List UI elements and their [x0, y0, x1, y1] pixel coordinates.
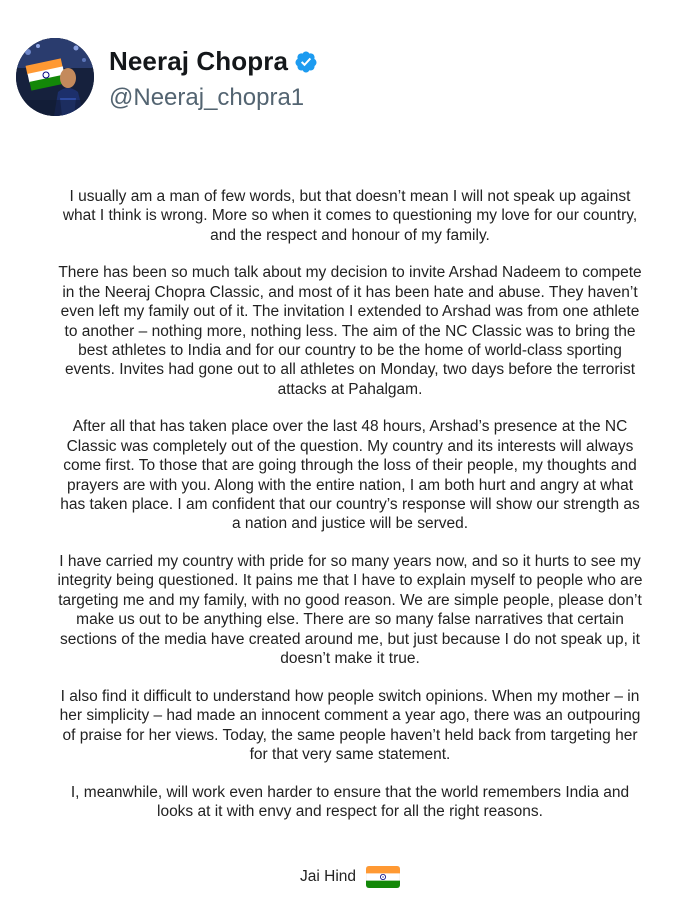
signoff-text: Jai Hind: [300, 868, 356, 885]
statement-body: [56, 187, 644, 840]
statement-paragraph-3: After all that has taken place over the last 48 hours, Arshad’s presence at the NC Classic was completely out of the question. My country and its interests will always come first. To those that are going through the loss of their people, my thoughts and prayers are with you. Along with the entire nation, I am both hurt and angry at what has taken place. I am confident that our country’s response will show our strength as a nation and justice will be served.: [60, 418, 640, 533]
tweet-header: [16, 38, 676, 118]
statement-paragraph-2: There has been so much talk about my decision to invite Arshad Nadeem to compete in the Neeraj Chopra Classic, and most of it has been hate and abuse. They haven’t even left my family out of it. The invitation I extended to Arshad was from one athlete to another – nothing more, nothing less. The aim of the NC Classic was to bring the best athletes to India and for our country to be the home of world-class sporting events. Invites had gone out to all athletes on Monday, two days before the terrorist attacks at Pahalgam.: [58, 264, 642, 398]
statement-paragraph-1: I usually am a man of few words, but that doesn’t mean I will not speak up against what I think is wrong. More so when it comes to questioning my love for our country, and the respect and honour of my family.: [62, 188, 638, 244]
profile-name[interactable]: Neeraj Chopra: [109, 46, 289, 76]
verified-badge-icon: [294, 50, 318, 74]
profile-handle[interactable]: @Neeraj_chopra1: [109, 84, 305, 111]
statement-paragraph-5: I also find it difficult to understand how people switch opinions. When my mother – in her simplicity – had made an innocent comment a year ago, there was an outpouring of praise for her views. Today, the same people haven’t held back from targeting her for that very same statement.: [59, 687, 641, 763]
statement-paragraph-6: I, meanwhile, will work even harder to ensure that the world remembers India and looks at it with envy and respect for all the right reasons.: [70, 783, 630, 820]
avatar[interactable]: [16, 38, 94, 116]
signoff: [0, 866, 700, 888]
avatar-photo-icon: [16, 38, 94, 116]
statement-paragraph-4: I have carried my country with pride for so many years now, and so it hurts to see my integrity being questioned. It pains me that I have to explain myself to people who are targeting me and my family, with no good reason. We are simple people, please don’t make us out to be anything else. There are so many false narratives that certain sections of the media have created around me, but just because I do not speak up, it doesn’t make it true.: [57, 553, 643, 668]
india-flag-icon: [366, 866, 400, 888]
